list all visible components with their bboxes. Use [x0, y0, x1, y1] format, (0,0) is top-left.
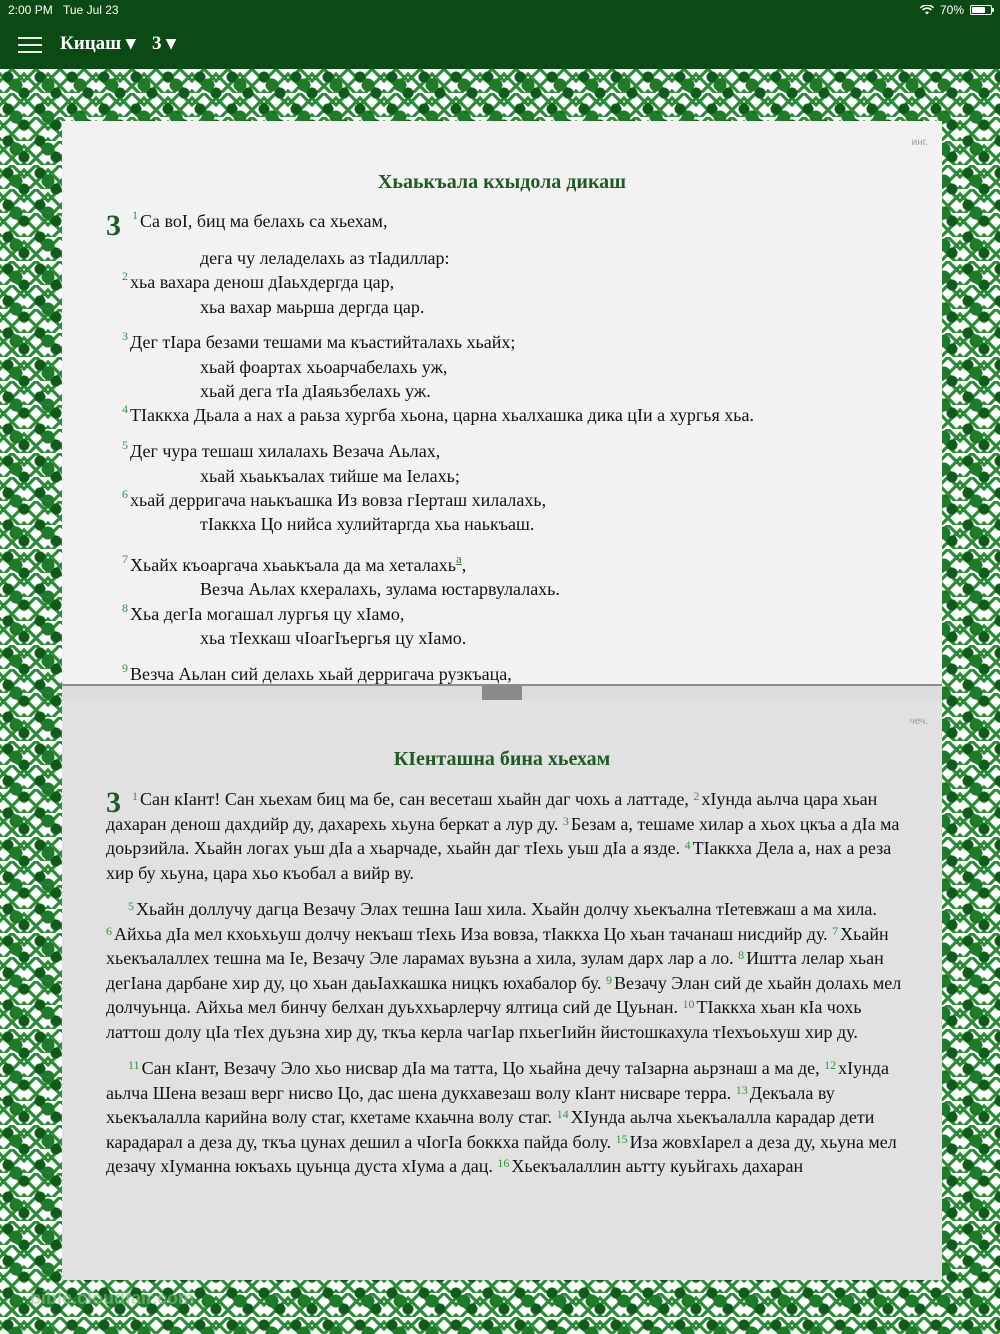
verse-line: хьай дега тIа дIаяьзбелахь уж.	[200, 381, 431, 401]
watermark: bible.cloudfair.com	[30, 1288, 195, 1308]
wifi-icon	[920, 5, 934, 15]
battery-icon	[970, 5, 992, 15]
verse-line: хьай фоартах хьоарчабелахь уж,	[200, 357, 448, 377]
section-heading: КIенташна бина хьехам	[393, 748, 611, 770]
hamburger-menu-icon[interactable]	[18, 34, 44, 56]
verse-line: $^8$ Хьа дегIа могашал лургья цу хIамо,	[122, 601, 405, 624]
chapter-selector[interactable]: 3 ▾	[152, 33, 176, 54]
split-drag-handle[interactable]	[482, 686, 522, 701]
verse-line: $^5$ Дег чура тешаш хилалахь Везача Аьлах,	[122, 438, 441, 461]
paragraph: $^{11}$ Сан кIант, Везачу Эло хьо нисвар дIа ма татта, Цо хьайна дечу таIзарна аьрзнаш а ма де, $^{12}$ хIунда аьлча Шена везаш верг нисво Цо, дас шена дукхавезаш волу кIант нисваре терра. $^{13}$ Декъала ву хьекъалалла карийна волу стаг, кхетаме кхаьчна волу стаг. $^{14}$ ХIунда аьлча хьекъалалла карадар дети карадарал а деза ду, ткъа цунах дешил а чIогIа боккха пайда болу. $^{15}$ Иза жовхIарел а деза ду, хьуна мел дезачу хIуманна юкъахь цуьнца дуста хIума а дац. $^{16}$ Хьекъалаллин аьтту куьйгахь дахаран	[106, 1058, 897, 1176]
paragraph: $^1$ Сан кIант! Сан хьехам биц ма бе, сан весеташ хьайн даг чохь а латтаде, $^2$ хIунда аьлча цара хьан дахаран денош дахдийр ду, дахарехь хьуна беркат а лур ду. $^3$ Безам а, тешаме хилар а хьох цкъа а дIа ма доьрзийла. Хьайн логах уьш дIа а хьарчаде, хьайн даг тIехь уьш дIа а язде. $^4$ ТIаккха Дела а, нах а реза хир бу хьуна, цара хьо къобал а вийр ву.	[106, 789, 900, 883]
verse-line: хьай хьаькъалах тийше ма Iелахь;	[200, 466, 460, 486]
status-time: 2:00 PM	[8, 3, 53, 17]
verse-line: $^6$ хьай дерригача наькъашка Из вовза гIерташ хилалахь,	[122, 487, 547, 510]
verse-line: $^3$ Дег тIара безами тешами ма къастийталахь хьайх;	[122, 329, 516, 352]
footnote-link[interactable]: а	[456, 551, 462, 566]
translation-language-label[interactable]: чеч.	[909, 716, 928, 727]
status-bar	[0, 0, 1000, 22]
verse-line: $^4$ ТIаккха Дьала а нах а раьза хургба хьона, царна хьалхашка дика цIи а хургья хьа.	[122, 402, 754, 425]
verse-line: дега чу леладелахь аз тIадиллар:	[200, 248, 450, 268]
book-selector[interactable]: Кицаш ▾	[60, 33, 136, 54]
verse-line: $^1$ Са воI, биц ма белахь са хьехам,	[132, 208, 388, 231]
app-bar	[0, 22, 1000, 69]
section-heading: Хьаькъала кхыдола дикаш	[377, 171, 627, 193]
paragraph: $^5$ Хьайн доллучу дагца Везачу Элах тешна Iаш хила. Хьайн долчу хьекъална тIетевжаш а ма хила. $^6$ Айхьа дIа мел кхоьхьуш долчу некъаш тIехь Иза вовза, тIаккха Цо хьан тачанаш нисдийр ду. $^7$ Хьайн хьекъалаллех тешна ма Iе, Везачу Эле ларамах вуьзна а хила, зулам дарх лар а ло. $^8$ Иштта лелар хьан дегIана дарбане хир ду, цо хьан даьIахкашка ницкъ юхабалор бу. $^9$ Везачу Элан сий де хьайн долахь мел долчуьнца. Айхьа мел бинчу белхан дуьххьарлерчу ялтица сий де Цуьнан. $^{10}$ ТIаккха хьан кIа чохь латтош долу цIа тIех дуьзна хир ду, ткъа керла чагIар пхьегIийн йистошкахула тIехъоьхуш хир ду.	[106, 899, 902, 1042]
top-translation-panel[interactable]	[62, 121, 942, 684]
chapter-text	[106, 787, 906, 1179]
verse-line: $^2$ хьа вахара денош дIаьхдергда цар,	[122, 269, 395, 292]
bottom-translation-panel[interactable]	[62, 700, 942, 1280]
verse-line: тIаккха Цо нийса хулийтаргда хьа наькъаш.	[200, 514, 535, 534]
verse-line: $^7$ Хьайх къоаргача хьаькъала да ма хеталахь$^а$,	[122, 551, 467, 575]
split-divider[interactable]	[62, 684, 942, 700]
chapter-number: 3	[106, 786, 121, 819]
verse-line: $^9$ Везча Аьлан сий делахь хьай дерригача рузкъаца,	[122, 661, 512, 684]
status-date: Tue Jul 23	[63, 3, 119, 17]
status-right	[920, 3, 992, 17]
verse-line: хьа тIехкаш чIоагIъергья цу хIамо.	[200, 628, 467, 648]
translation-language-label[interactable]: инг.	[911, 137, 928, 148]
verse-line: Везча Аьлах кхералахь, зулама юстарвулалахь.	[200, 579, 560, 599]
chapter-number: 3	[106, 209, 121, 242]
battery-fill	[972, 7, 985, 13]
verse-line: хьа вахар маьрша дергда цар.	[200, 297, 425, 317]
battery-percent: 70%	[939, 3, 964, 17]
